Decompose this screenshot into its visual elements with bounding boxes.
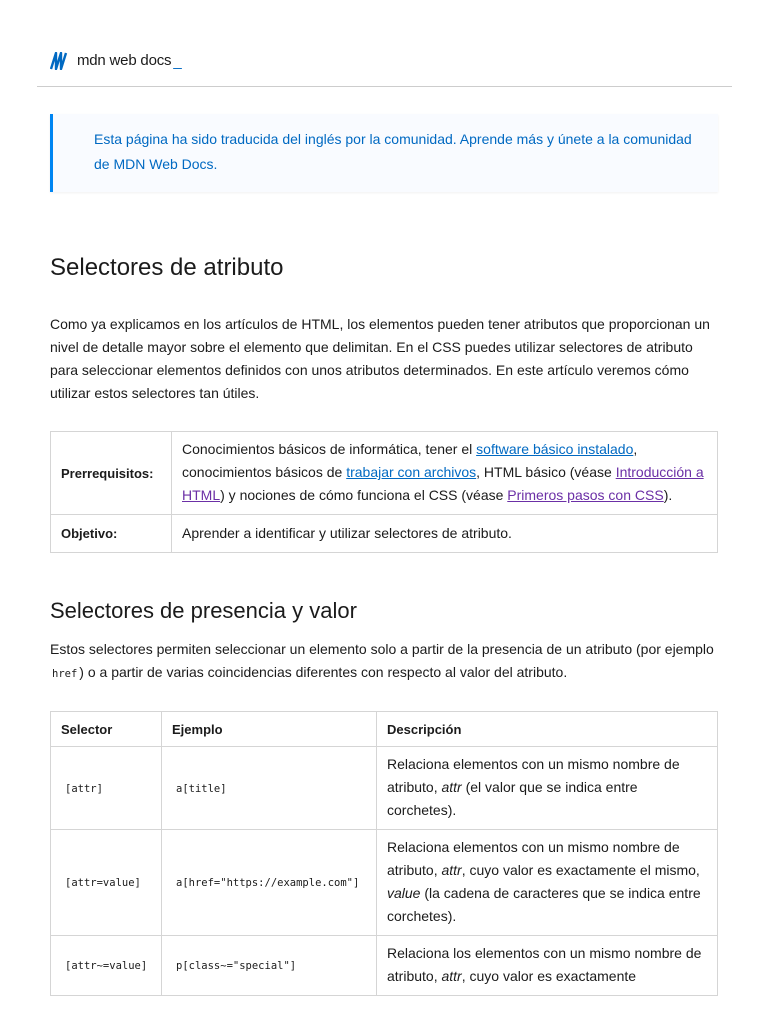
column-header-descripcion: Descripción	[377, 712, 718, 747]
logo-text: mdn web docs	[77, 52, 172, 69]
section-text: ) o a partir de varias coincidencias diferentes con respecto al valor del atributo.	[79, 664, 568, 680]
link-primeros-pasos-css[interactable]: Primeros pasos con CSS	[507, 487, 664, 503]
description-cell	[377, 936, 718, 996]
site-header	[0, 0, 768, 88]
prereq-text: , conocimientos básicos de	[182, 441, 638, 480]
desc-emphasis: attr	[441, 968, 462, 984]
section-text: Estos selectores permiten seleccionar un elemento solo a partir de la presencia de un atributo (por ejemplo	[50, 641, 714, 657]
example-cell	[162, 747, 377, 830]
inline-code-href: href	[52, 668, 78, 680]
desc-text: Relaciona elementos con un mismo nombre de atributo,	[387, 756, 680, 795]
section-paragraph	[50, 638, 722, 686]
prereq-text: ) y nociones de cómo funciona el CSS (véase	[220, 487, 508, 503]
prereq-text: ).	[663, 487, 673, 503]
page-title: Selectores de atributo	[50, 254, 284, 281]
prereq-label: Prerrequisitos:	[51, 432, 172, 515]
selector-cell	[51, 747, 162, 830]
desc-text: (la cadena de caracteres que se indica entre corchetes).	[387, 885, 701, 924]
description-cell	[377, 747, 718, 830]
selector-code: [attr]	[65, 782, 103, 795]
link-introduccion-html[interactable]: Introducción a HTML	[182, 464, 704, 503]
desc-text: Relaciona los elementos con un mismo nombre de atributo,	[387, 945, 702, 984]
desc-emphasis: attr	[441, 779, 462, 795]
example-cell	[162, 936, 377, 996]
selector-cell	[51, 830, 162, 936]
selector-cell	[51, 936, 162, 996]
selector-code: [attr=value]	[65, 877, 141, 889]
desc-text: Relaciona elementos con un mismo nombre de atributo,	[387, 839, 680, 878]
example-code: a[href="https://example.com"]	[176, 877, 360, 889]
selector-code: [attr~=value]	[65, 960, 148, 972]
table-row	[51, 515, 718, 553]
prereq-text: Conocimientos básicos de informática, tener el	[182, 441, 477, 457]
intro-paragraph: Como ya explicamos en los artículos de HTML, los elementos pueden tener atributos que proporcionan un nivel de detalle mayor sobre el elemento que delimitan. En el CSS puedes utilizar selectores de atributo para seleccionar elementos definidos con unos atributos determinados. En este artículo veremos cómo utilizar estos selectores tan útiles.	[50, 316, 710, 401]
description-cell	[377, 830, 718, 936]
table-row	[51, 432, 718, 515]
example-code: p[class~="special"]	[176, 960, 297, 972]
desc-text: , cuyo valor es exactamente	[461, 968, 637, 984]
mdn-m-logo-icon	[50, 52, 72, 70]
header-divider	[37, 86, 732, 87]
translation-notice	[50, 114, 718, 192]
desc-emphasis: attr	[441, 862, 462, 878]
section-title: Selectores de presencia y valor	[50, 598, 357, 623]
objective-content: Aprender a identificar y utilizar selectores de atributo.	[172, 515, 718, 553]
table-row	[51, 747, 718, 830]
prerequisites-table	[50, 431, 718, 553]
translation-notice-text: Esta página ha sido traducida del inglés por la comunidad. Aprende más y únete a la comunidad de MDN Web Docs.	[94, 131, 692, 172]
example-cell	[162, 830, 377, 936]
link-trabajar-archivos[interactable]: trabajar con archivos	[346, 464, 477, 480]
table-row	[51, 936, 718, 996]
prereq-content	[172, 432, 718, 515]
table-row	[51, 830, 718, 936]
objective-label: Objetivo:	[51, 515, 172, 553]
table-header-row	[51, 712, 718, 747]
desc-emphasis: value	[387, 885, 421, 901]
column-header-selector: Selector	[51, 712, 162, 747]
column-header-ejemplo: Ejemplo	[162, 712, 377, 747]
selectors-table	[50, 711, 718, 996]
link-software-basico[interactable]: software básico instalado	[476, 441, 634, 457]
desc-text: (el valor que se indica entre corchetes).	[387, 779, 638, 818]
logo-underscore: _	[173, 52, 182, 70]
mdn-logo-link[interactable]	[50, 52, 182, 70]
desc-text: , cuyo valor es exactamente el mismo,	[461, 862, 700, 878]
prereq-text: , HTML básico (véase	[476, 464, 616, 480]
example-code: a[title]	[176, 782, 227, 795]
